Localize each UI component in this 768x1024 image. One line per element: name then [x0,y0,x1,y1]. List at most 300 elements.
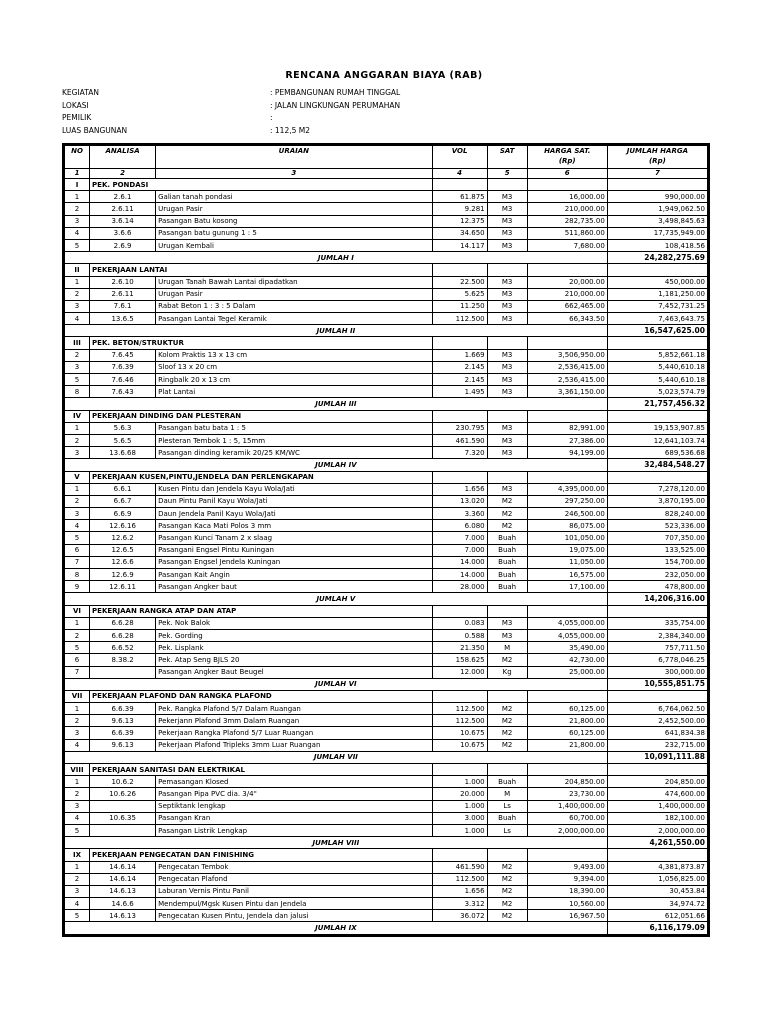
table-row [65,654,708,666]
item-uraian: Pasangan Lantai Tegel Keramik [156,313,432,325]
item-vol: 28.000 [432,581,487,593]
info-label: KEGIATAN [62,88,99,97]
item-analisa: 7.6.39 [90,361,156,373]
item-harga: 9,493.00 [527,861,607,873]
empty-cell [432,690,487,702]
empty-cell [432,764,487,776]
item-jumlah: 4,381,873.87 [607,861,707,873]
item-no: 4 [65,812,90,824]
section-title: PEKERJAAN PENGECATAN DAN FINISHING [90,849,433,861]
table-row [65,642,708,654]
table-row [65,508,708,520]
header-index-row [65,169,708,179]
item-no: 2 [65,715,90,727]
item-analisa: 6.6.9 [90,508,156,520]
item-uraian: Pekerjaan Plafond Tripleks 3mm Luar Ruangan [156,739,432,751]
item-uraian: Rabat Beton 1 : 3 : 5 Dalam [156,300,432,312]
item-no: 2 [65,873,90,885]
item-harga: 246,500.00 [527,508,607,520]
header-analisa: ANALISA [90,146,156,169]
item-sat: M2 [487,703,527,715]
item-harga: 18,390.00 [527,885,607,897]
item-vol: 1.656 [432,885,487,897]
item-harga: 86,075.00 [527,520,607,532]
item-uraian: Galian tanah pondasi [156,191,432,203]
item-sat: M2 [487,727,527,739]
section-title: PEKERJAAN PLAFOND DAN RANGKA PLAFOND [90,690,433,702]
empty-cell [527,410,607,422]
item-vol: 2.145 [432,361,487,373]
item-vol: 461.590 [432,861,487,873]
item-harga: 94,199.00 [527,447,607,459]
section-title: PEKERJAAN DINDING DAN PLESTERAN [90,410,433,422]
item-sat: M3 [487,629,527,641]
table-row [65,191,708,203]
item-analisa [90,666,156,678]
section-total-value: 14,206,316.00 [607,593,707,605]
item-jumlah: 1,400,000.00 [607,800,707,812]
item-analisa [90,800,156,812]
item-uraian: Urugan Kembali [156,239,432,251]
header-index: 7 [607,169,707,179]
item-harga: 1,400,000.00 [527,800,607,812]
header-uraian: URAIAN [156,146,432,169]
empty-cell [432,337,487,349]
section-title: PEKERJAAN KUSEN,PINTU,JENDELA DAN PERLENGKAPAN [90,471,433,483]
item-no: 7 [65,556,90,568]
item-sat: M2 [487,910,527,922]
item-harga: 60,700.00 [527,812,607,824]
item-sat: M3 [487,203,527,215]
item-jumlah: 1,949,062.50 [607,203,707,215]
item-vol: 12.375 [432,215,487,227]
item-sat: Buah [487,812,527,824]
item-uraian: Pekerjaan Rangka Plafond 5/7 Luar Ruangan [156,727,432,739]
item-jumlah: 154,700.00 [607,556,707,568]
item-no: 2 [65,288,90,300]
table-row [65,885,708,897]
item-vol: 3.000 [432,812,487,824]
item-jumlah: 474,600.00 [607,788,707,800]
item-harga: 3,361,150.00 [527,386,607,398]
item-analisa: 3.6.14 [90,215,156,227]
item-jumlah: 5,852,661.18 [607,349,707,361]
item-harga: 23,730.00 [527,788,607,800]
item-sat: M [487,642,527,654]
item-harga: 60,125.00 [527,727,607,739]
section-total-value: 16,547,625.00 [607,325,707,337]
item-sat: Ls [487,800,527,812]
item-uraian: Pasangan Engsel Jendela Kuningan [156,556,432,568]
item-jumlah: 450,000.00 [607,276,707,288]
table-row [65,861,708,873]
item-analisa: 12.6.16 [90,520,156,532]
section-number: IV [65,410,90,422]
empty-cell [432,471,487,483]
item-no: 3 [65,300,90,312]
item-uraian: Pek. Rangka Plafond 5/7 Dalam Ruangan [156,703,432,715]
item-sat: M2 [487,520,527,532]
rab-table-frame [62,143,710,937]
item-sat: M2 [487,739,527,751]
item-analisa: 2.6.10 [90,276,156,288]
header-no: NO [65,146,90,169]
item-analisa: 6.6.28 [90,629,156,641]
item-analisa: 7.6.45 [90,349,156,361]
item-jumlah: 707,350.00 [607,532,707,544]
section-total-row [65,398,708,410]
item-vol: 1.669 [432,349,487,361]
item-harga: 204,850.00 [527,776,607,788]
item-sat: M3 [487,447,527,459]
item-vol: 10.675 [432,739,487,751]
item-uraian: Urugan Tanah Bawah Lantai dipadatkan [156,276,432,288]
section-title: PEKERJAAN RANGKA ATAP DAN ATAP [90,605,433,617]
section-total-label: JUMLAH VI [65,678,608,690]
section-number: IX [65,849,90,861]
section-total-label: JUMLAH VII [65,751,608,763]
item-jumlah: 7,463,643.75 [607,313,707,325]
item-no: 4 [65,520,90,532]
table-row [65,313,708,325]
header-jumlah-unit: (Rp) [648,157,666,165]
table-row [65,276,708,288]
item-jumlah: 6,778,046.25 [607,654,707,666]
item-analisa: 13.6.68 [90,447,156,459]
item-no: 4 [65,227,90,239]
item-sat: Ls [487,824,527,836]
section-total-row [65,922,708,934]
item-jumlah: 34,974.72 [607,898,707,910]
item-no: 3 [65,447,90,459]
item-jumlah: 17,735,949.00 [607,227,707,239]
table-row [65,520,708,532]
item-jumlah: 232,050.00 [607,569,707,581]
item-uraian: Pasangan Pipa PVC dia. 3/4" [156,788,432,800]
item-vol: 5.625 [432,288,487,300]
item-no: 3 [65,361,90,373]
table-row [65,544,708,556]
item-sat: M3 [487,361,527,373]
empty-cell [607,337,707,349]
item-vol: 7.000 [432,544,487,556]
empty-cell [607,764,707,776]
empty-cell [607,264,707,276]
item-uraian: Pengecatan Plafond [156,873,432,885]
item-no: 2 [65,629,90,641]
table-row [65,581,708,593]
item-jumlah: 1,181,250.00 [607,288,707,300]
info-label: PEMILIK [62,113,92,122]
item-no: 3 [65,800,90,812]
header-index: 6 [527,169,607,179]
empty-cell [607,849,707,861]
empty-cell [527,605,607,617]
table-body [65,179,708,935]
item-analisa: 2.6.9 [90,239,156,251]
item-harga: 4,055,000.00 [527,629,607,641]
item-no: 1 [65,483,90,495]
item-vol: 10.675 [432,727,487,739]
item-jumlah: 300,000.00 [607,666,707,678]
item-no: 1 [65,191,90,203]
item-uraian: Ringbalk 20 x 13 cm [156,374,432,386]
item-analisa: 14.6.13 [90,910,156,922]
item-no: 2 [65,495,90,507]
empty-cell [527,764,607,776]
item-uraian: Pasangan Kran [156,812,432,824]
item-analisa: 6.6.1 [90,483,156,495]
item-jumlah: 182,100.00 [607,812,707,824]
item-sat: M3 [487,276,527,288]
item-analisa: 6.6.52 [90,642,156,654]
empty-cell [487,605,527,617]
header-sat: SAT [487,146,527,169]
item-vol: 14.000 [432,569,487,581]
item-uraian: Pasangan Kait Angin [156,569,432,581]
item-jumlah: 3,870,195.00 [607,495,707,507]
item-uraian: Sloof 13 x 20 cm [156,361,432,373]
item-analisa: 2.6.1 [90,191,156,203]
item-jumlah: 828,240.00 [607,508,707,520]
info-label: LUAS BANGUNAN [62,125,128,135]
table-row [65,739,708,751]
section-total-value: 10,555,851.75 [607,678,707,690]
header-harga-unit: (Rp) [558,157,576,165]
item-analisa: 5.6.5 [90,434,156,446]
table-row [65,629,708,641]
table-row [65,374,708,386]
item-uraian: Pek. Gording [156,629,432,641]
item-sat: M3 [487,313,527,325]
item-analisa: 12.6.6 [90,556,156,568]
table-row [65,361,708,373]
table-row [65,386,708,398]
item-uraian: Plesteran Tembok 1 : 5, 15mm [156,434,432,446]
item-harga: 662,465.00 [527,300,607,312]
section-title: PEKERJAAN LANTAI [90,264,433,276]
empty-cell [432,179,487,191]
item-sat: M3 [487,349,527,361]
section-total-label: JUMLAH II [65,325,608,337]
item-no: 1 [65,617,90,629]
item-vol: 461.590 [432,434,487,446]
item-jumlah: 1,056,825.00 [607,873,707,885]
item-vol: 12.000 [432,666,487,678]
item-no: 1 [65,861,90,873]
item-jumlah: 335,754.00 [607,617,707,629]
item-no: 6 [65,544,90,556]
item-sat: M3 [487,191,527,203]
item-sat: M2 [487,873,527,885]
item-harga: 101,050.00 [527,532,607,544]
item-vol: 21.350 [432,642,487,654]
item-vol: 61.875 [432,191,487,203]
item-uraian: Septiktank lengkap [156,800,432,812]
item-vol: 3.312 [432,898,487,910]
item-no: 1 [65,703,90,715]
section-total-row [65,459,708,471]
item-sat: M3 [487,483,527,495]
info-label: LOKASI [62,100,89,110]
item-vol: 6.080 [432,520,487,532]
item-harga: 82,991.00 [527,422,607,434]
item-uraian: Pasangan Kaca Mati Polos 3 mm [156,520,432,532]
item-sat: M3 [487,227,527,239]
info-value: : PEMBANGUNAN RUMAH TINGGAL [270,88,401,97]
item-sat: M2 [487,898,527,910]
empty-cell [607,471,707,483]
item-analisa: 7.6.46 [90,374,156,386]
table-row [65,495,708,507]
section-number: VII [65,690,90,702]
section-header-row [65,264,708,276]
item-harga: 511,860.00 [527,227,607,239]
item-harga: 16,575.00 [527,569,607,581]
section-header-row [65,337,708,349]
section-total-value: 4,261,550.00 [607,837,707,849]
item-analisa: 10.6.2 [90,776,156,788]
empty-cell [607,179,707,191]
item-analisa: 6.6.28 [90,617,156,629]
item-jumlah: 133,525.00 [607,544,707,556]
section-number: I [65,179,90,191]
item-uraian: Pek. Lisplank [156,642,432,654]
item-sat: M3 [487,215,527,227]
item-sat: Buah [487,556,527,568]
item-analisa: 14.6.14 [90,861,156,873]
header-index: 2 [90,169,156,179]
table-row [65,239,708,251]
item-no: 5 [65,642,90,654]
item-analisa: 14.6.13 [90,885,156,897]
section-total-row [65,678,708,690]
table-row [65,727,708,739]
item-uraian: Urugan Pasir [156,203,432,215]
item-uraian: Pengecatan Kusen Pintu, Jendela dan jalusi [156,910,432,922]
item-no: 7 [65,666,90,678]
item-uraian: Urugan Pasir [156,288,432,300]
item-harga: 17,100.00 [527,581,607,593]
item-no: 4 [65,739,90,751]
item-harga: 9,394.00 [527,873,607,885]
item-uraian: Pengecatan Tembok [156,861,432,873]
table-row [65,824,708,836]
item-sat: M3 [487,422,527,434]
table-row [65,812,708,824]
item-analisa: 6.6.39 [90,727,156,739]
item-no: 2 [65,434,90,446]
item-analisa: 7.6.1 [90,300,156,312]
item-harga: 2,536,415.00 [527,361,607,373]
item-analisa: 12.6.11 [90,581,156,593]
item-vol: 14.000 [432,556,487,568]
item-uraian: Plat Lantai [156,386,432,398]
section-number: VI [65,605,90,617]
table-row [65,532,708,544]
table-row [65,203,708,215]
item-harga: 210,000.00 [527,203,607,215]
item-vol: 0.588 [432,629,487,641]
info-value: : JALAN LINGKUNGAN PERUMAHAN [270,100,401,110]
item-vol: 14.117 [432,239,487,251]
empty-cell [607,690,707,702]
section-header-row [65,179,708,191]
section-total-value: 6,116,179.09 [607,922,707,934]
item-analisa: 14.6.14 [90,873,156,885]
item-no: 5 [65,239,90,251]
item-uraian: Kusen Pintu dan Jendela Kayu Wola/Jati [156,483,432,495]
item-jumlah: 523,336.00 [607,520,707,532]
item-uraian: Pekerjann Plafond 3mm Dalam Ruangan [156,715,432,727]
item-harga: 27,386.00 [527,434,607,446]
item-harga: 25,000.00 [527,666,607,678]
table-row [65,227,708,239]
section-number: III [65,337,90,349]
item-jumlah: 2,384,340.00 [607,629,707,641]
item-harga: 66,343.50 [527,313,607,325]
item-harga: 210,000.00 [527,288,607,300]
item-uraian: Laburan Vernis Pintu Panil [156,885,432,897]
item-uraian: Pasangan Angker baut [156,581,432,593]
item-harga: 10,560.00 [527,898,607,910]
item-uraian: Mendempul/Mgsk Kusen Pintu dan Jendela [156,898,432,910]
item-uraian: Daun Jendela Panil Kayu Wola/Jati [156,508,432,520]
empty-cell [432,605,487,617]
item-analisa: 2.6.11 [90,288,156,300]
section-total-value: 24,282,275.69 [607,252,707,264]
item-jumlah: 5,440,610.18 [607,374,707,386]
item-analisa: 7.6.43 [90,386,156,398]
section-title: PEKERJAAN SANITASI DAN ELEKTRIKAL [90,764,433,776]
item-no: 3 [65,215,90,227]
item-analisa: 9.6.13 [90,715,156,727]
item-no: 2 [65,349,90,361]
item-jumlah: 7,278,120.00 [607,483,707,495]
item-harga: 16,000.00 [527,191,607,203]
table-row [65,788,708,800]
item-vol: 112.500 [432,703,487,715]
table-row [65,617,708,629]
item-jumlah: 5,440,610.18 [607,361,707,373]
header-index: 3 [156,169,432,179]
table-row [65,288,708,300]
item-sat: M2 [487,715,527,727]
item-analisa: 3.6.6 [90,227,156,239]
section-total-label: JUMLAH VIII [65,837,608,849]
item-sat: M2 [487,508,527,520]
section-number: V [65,471,90,483]
section-total-value: 21,757,456.32 [607,398,707,410]
header-index: 5 [487,169,527,179]
item-no: 8 [65,569,90,581]
section-header-row [65,471,708,483]
table-row [65,422,708,434]
item-uraian: Pasangani Engsel Pintu Kuningan [156,544,432,556]
item-uraian: Pemasangan Klosed [156,776,432,788]
item-no: 5 [65,532,90,544]
section-total-row [65,252,708,264]
empty-cell [487,764,527,776]
section-total-label: JUMLAH V [65,593,608,605]
section-header-row [65,410,708,422]
item-vol: 1.000 [432,776,487,788]
table-row [65,910,708,922]
header-harga-label: HARGA SAT. [544,147,591,155]
item-vol: 230.795 [432,422,487,434]
item-no: 4 [65,898,90,910]
item-vol: 13.020 [432,495,487,507]
